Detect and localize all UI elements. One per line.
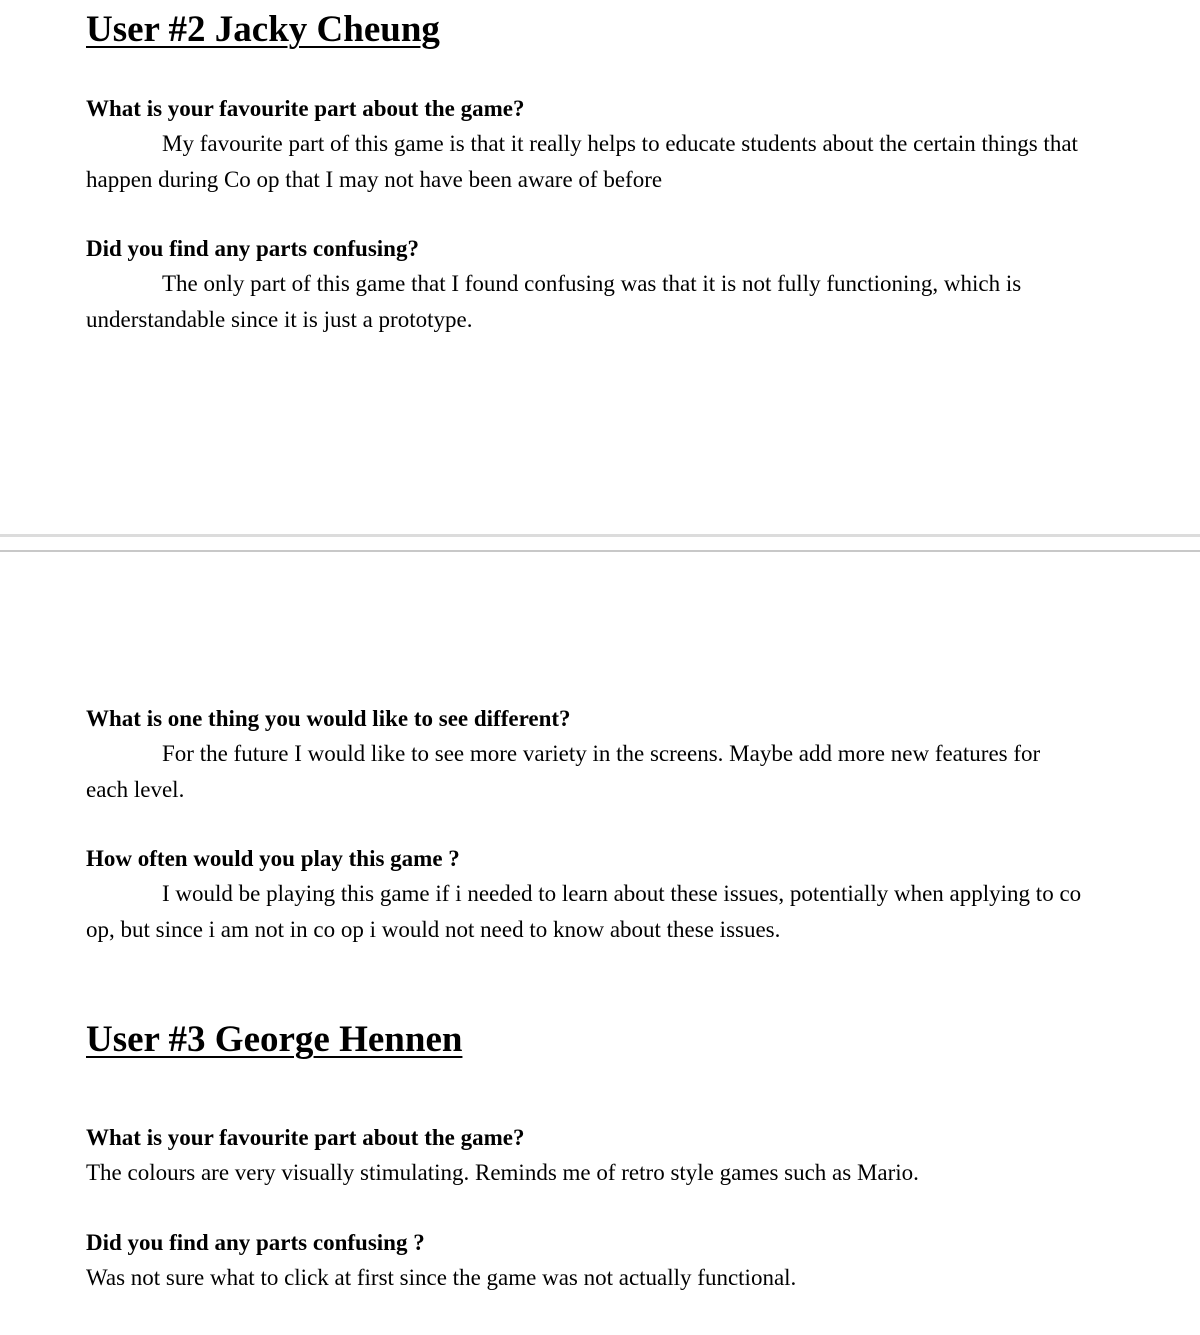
user2-question-confusing: Did you find any parts confusing? bbox=[86, 236, 419, 261]
user3-question-favourite: What is your favourite part about the game? bbox=[86, 1125, 525, 1150]
user2-q4-block bbox=[86, 842, 1086, 948]
user2-q1-block bbox=[86, 92, 1086, 198]
user2-heading: User #2 Jacky Cheung bbox=[86, 9, 440, 50]
user3-question-confusing: Did you find any parts confusing ? bbox=[86, 1230, 425, 1255]
user3-answer-favourite: The colours are very visually stimulating. Reminds me of retro style games such as Mario. bbox=[86, 1160, 919, 1185]
user3-q2-block bbox=[86, 1226, 1086, 1296]
user3-section-heading-block bbox=[86, 1018, 1086, 1062]
user3-answer-confusing: Was not sure what to click at first since the game was not actually functional. bbox=[86, 1265, 797, 1290]
user2-question-favourite: What is your favourite part about the game? bbox=[86, 96, 525, 121]
user3-q1-block bbox=[86, 1121, 1086, 1191]
user2-answer-different: For the future I would like to see more variety in the screens. Maybe add more new features for each level. bbox=[86, 741, 1041, 802]
user2-q3-block bbox=[86, 702, 1086, 808]
user2-answer-confusing: The only part of this game that I found confusing was that it is not fully functioning, which is understandable since it is just a prototype. bbox=[86, 271, 1022, 332]
user2-question-how-often: How often would you play this game ? bbox=[86, 846, 460, 871]
user3-heading: User #3 George Hennen bbox=[86, 1019, 463, 1060]
user2-answer-how-often: I would be playing this game if i needed to learn about these issues, potentially when applying to co op, but since i am not in co op i would not need to know about these issues. bbox=[86, 881, 1082, 942]
page-break-divider bbox=[0, 534, 1200, 552]
user2-section-heading-block bbox=[86, 8, 1086, 52]
user2-question-different: What is one thing you would like to see different? bbox=[86, 706, 571, 731]
user2-answer-favourite: My favourite part of this game is that it really helps to educate students about the certain things that happen during Co op that I may not have been aware of before bbox=[86, 131, 1078, 192]
user2-q2-block bbox=[86, 232, 1086, 338]
